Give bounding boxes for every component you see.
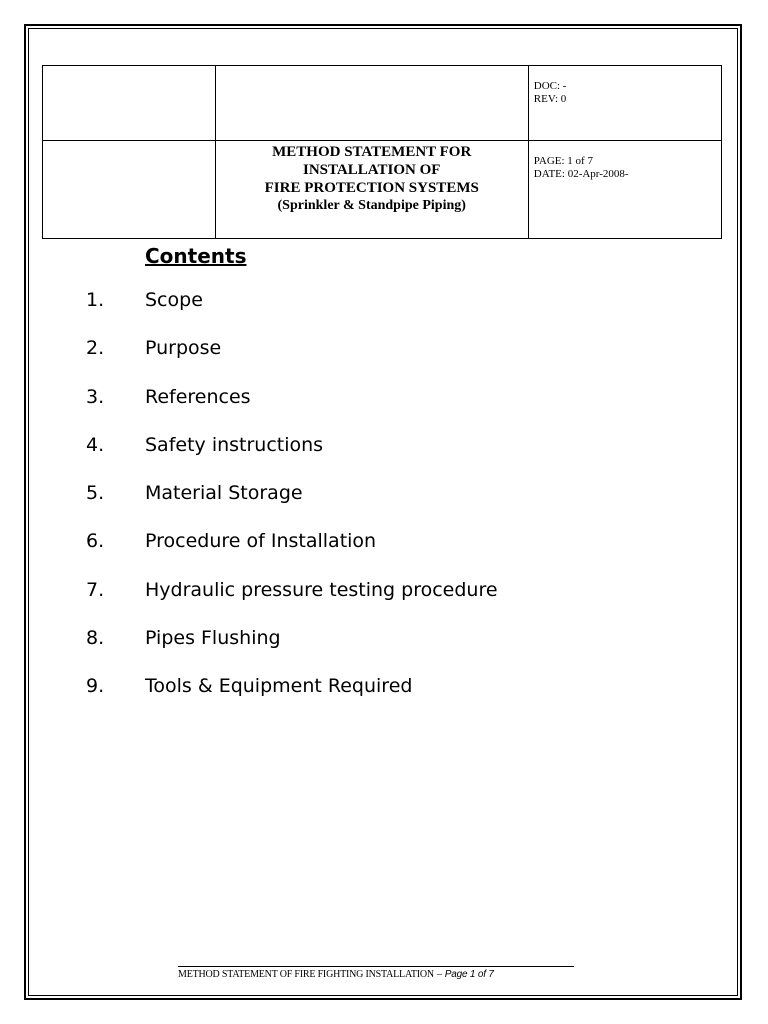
toc-item-number: 5.	[86, 482, 105, 505]
revision: REV: 0	[533, 93, 567, 105]
toc-item-number: 7.	[86, 578, 105, 601]
toc-item-number: 6.	[86, 530, 105, 553]
page-date-cell	[528, 141, 721, 239]
toc-item-number: 2.	[86, 337, 105, 360]
page-number: PAGE: 1 of 7	[533, 155, 593, 167]
toc-item-label: Hydraulic pressure testing procedure	[145, 578, 498, 601]
toc-item	[86, 527, 498, 575]
title-line-3: FIRE PROTECTION SYSTEMS	[264, 180, 479, 196]
logo-cell-bottom	[43, 141, 216, 239]
contents-heading: Contents	[145, 244, 247, 268]
logo-cell-top	[43, 66, 216, 141]
toc-item-label: References	[145, 385, 251, 408]
footer-rule	[178, 966, 574, 967]
header-row-2	[43, 141, 722, 239]
toc-item-label: Purpose	[145, 337, 222, 360]
footer-dash: –	[436, 969, 442, 980]
page-footer	[178, 969, 494, 980]
toc-item	[86, 672, 498, 720]
blank-cell-top	[215, 66, 528, 141]
toc-item	[86, 576, 498, 624]
footer-title: METHOD STATEMENT OF FIRE FIGHTING INSTALLATION	[178, 969, 434, 980]
header-table	[42, 65, 722, 239]
toc-item	[86, 383, 498, 431]
toc-item-label: Procedure of Installation	[145, 530, 377, 553]
doc-number: DOC: -	[533, 80, 567, 92]
toc-item	[86, 479, 498, 527]
toc-item	[86, 431, 498, 479]
toc-item-number: 8.	[86, 627, 105, 650]
toc-item-number: 3.	[86, 385, 105, 408]
toc-item-number: 4.	[86, 433, 105, 456]
doc-rev-cell	[528, 66, 721, 141]
toc-item-label: Scope	[145, 289, 203, 311]
toc-item-label: Pipes Flushing	[145, 627, 281, 650]
document-date: DATE: 02-Apr-2008-	[533, 168, 629, 180]
title-line-4: (Sprinkler & Standpipe Piping)	[277, 198, 466, 213]
toc-item	[86, 624, 498, 672]
toc-item-number: 1.	[86, 289, 105, 311]
toc-item-label: Safety instructions	[145, 433, 324, 456]
toc-item-number: 9.	[86, 675, 105, 698]
toc-item-label: Tools & Equipment Required	[145, 675, 413, 698]
toc-item	[86, 286, 498, 334]
title-line-2: INSTALLATION OF	[303, 162, 441, 178]
footer-page-ref: Page 1 of 7	[444, 969, 494, 980]
title-line-1: METHOD STATEMENT FOR	[272, 144, 472, 160]
header-row-1	[43, 66, 722, 141]
document-title-cell	[215, 141, 528, 239]
toc-item	[86, 334, 498, 382]
toc-item-label: Material Storage	[145, 482, 303, 505]
table-of-contents	[86, 286, 498, 721]
